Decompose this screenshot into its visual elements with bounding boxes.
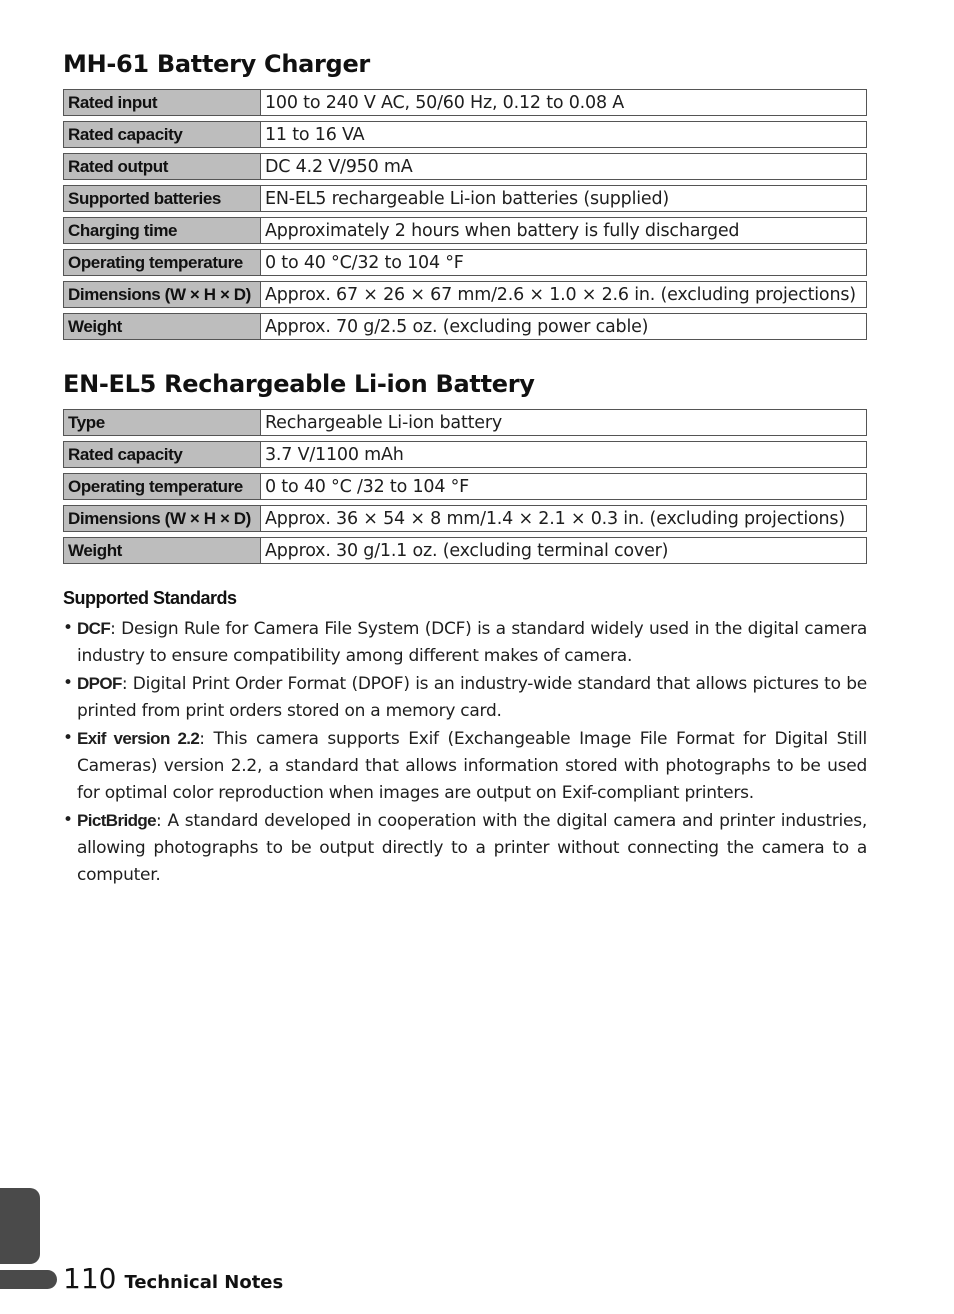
list-item [63,725,867,807]
table-row [63,153,867,180]
row-value: 100 to 240 V AC, 50/60 Hz, 0.12 to 0.08 A [260,89,867,116]
standard-description: : Digital Print Order Format (DPOF) is an industry-wide standard that allows pictures to be printed from print orders stored on a memory card. [77,674,867,721]
row-label: Dimensions (W × H × D) [63,281,260,308]
row-value: DC 4.2 V/950 mA [260,153,867,180]
table-row [63,537,867,564]
row-label: Operating temperature [63,249,260,276]
bullet-icon: • [63,810,73,830]
row-value: Approx. 30 g/1.1 oz. (excluding terminal cover) [260,537,867,564]
row-label: Charging time [63,217,260,244]
row-value: Approximately 2 hours when battery is fully discharged [260,217,867,244]
row-value: Rechargeable Li-ion battery [260,409,867,436]
table-row [63,217,867,244]
row-label: Weight [63,537,260,564]
battery-spec-table [63,404,867,569]
table-row [63,505,867,532]
list-item [63,615,867,670]
section-title: Technical Notes [124,1272,284,1293]
standards-list [63,615,867,889]
page-footer [63,1262,283,1295]
standard-description: : This camera supports Exif (Exchangeable Image File Format for Digital Still Cameras) version 2.2, a standard that allows information stored with photographs to be used for optimal color reproduction when images are output on Exif-compliant printers. [77,729,867,803]
table-row [63,473,867,500]
row-label: Rated capacity [63,441,260,468]
standard-term: DCF [77,619,111,638]
table-row [63,281,867,308]
charger-heading: MH-61 Battery Charger [63,50,370,78]
row-label: Rated input [63,89,260,116]
page-number: 110 [63,1262,117,1295]
row-label: Supported batteries [63,185,260,212]
list-item [63,807,867,889]
row-value: 3.7 V/1100 mAh [260,441,867,468]
bullet-icon: • [63,673,73,693]
table-row [63,409,867,436]
standard-term: Exif version 2.2 [77,729,200,748]
row-value: Approx. 67 × 26 × 67 mm/2.6 × 1.0 × 2.6 in. (excluding projections) [260,281,867,308]
standard-term: PictBridge [77,811,157,830]
row-value: Approx. 70 g/2.5 oz. (excluding power cable) [260,313,867,340]
standard-description: : A standard developed in cooperation with the digital camera and printer industries, allowing photographs to be output directly to a printer without connecting the camera to a computer. [77,811,867,885]
battery-heading: EN-EL5 Rechargeable Li-ion Battery [63,370,535,398]
table-row [63,121,867,148]
supported-standards-section [63,588,867,889]
table-row [63,249,867,276]
row-value: EN-EL5 rechargeable Li-ion batteries (supplied) [260,185,867,212]
standard-term: DPOF [77,674,122,693]
row-value: 0 to 40 °C /32 to 104 °F [260,473,867,500]
bullet-icon: • [63,618,73,638]
chapter-side-tab [0,1188,40,1264]
row-value: Approx. 36 × 54 × 8 mm/1.4 × 2.1 × 0.3 in. (excluding projections) [260,505,867,532]
charger-spec-table [63,84,867,345]
row-label: Dimensions (W × H × D) [63,505,260,532]
row-value: 0 to 40 °C/32 to 104 °F [260,249,867,276]
row-value: 11 to 16 VA [260,121,867,148]
row-label: Type [63,409,260,436]
bullet-icon: • [63,728,73,748]
row-label: Weight [63,313,260,340]
table-row [63,89,867,116]
standard-description: : Design Rule for Camera File System (DCF) is a standard widely used in the digital camera industry to ensure compatibility among different makes of camera. [77,619,867,666]
row-label: Rated capacity [63,121,260,148]
row-label: Operating temperature [63,473,260,500]
table-row [63,313,867,340]
list-item [63,670,867,725]
row-label: Rated output [63,153,260,180]
chapter-side-bar [0,1270,57,1289]
table-row [63,441,867,468]
table-row [63,185,867,212]
standards-title: Supported Standards [63,588,237,608]
